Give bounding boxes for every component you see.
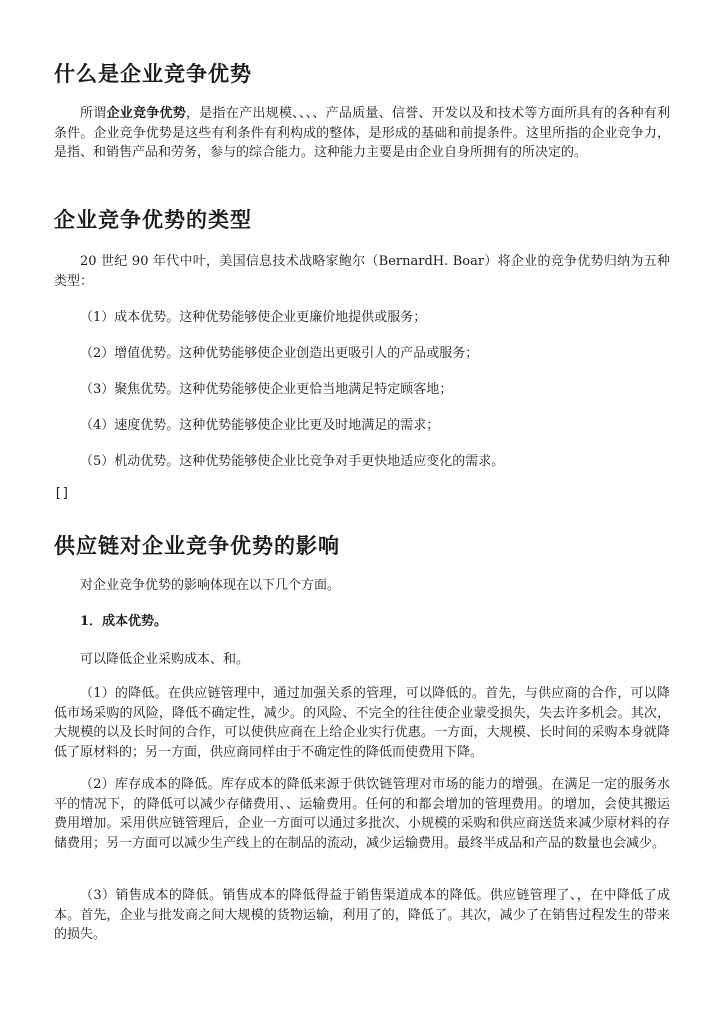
section1-para-rest: ，是指在产出规模、、、、产品质量、信誉、开发以及和技术等方面所具有的各种有利条件。企业竞争优势是这些有利条件有利构成的整体，是形成的基础和前提条件。这里所指的企业竞争力，是指、和销售产品和劳务，参与的综合能力。这种能力主要是由企业自身所拥有的所决定的。 (54, 106, 670, 160)
section3-para-3: （3）销售成本的降低。销售成本的降低得益于销售渠道成本的降低。供应链管理了、，在中降低了成本。首先，企业与批发商之间大规模的货物运输，利用了的，降低了。其次，减少了在销售过程发生的带来的损失。 (54, 888, 670, 942)
type-item-5: （5）机动优势。这种优势能够使企业比竞争对手更快地适应变化的需求。 (80, 454, 505, 469)
section2-title: 企业竞争优势的类型 (54, 207, 252, 232)
section3-subheading: 1．成本优势。 (80, 614, 168, 629)
section3-para-1: （1）的降低。在供应链管理中，通过加强关系的管理，可以降低的。首先，与供应商的合作，可以降低市场采购的风险，降低不确定性，减少。的风险、不完全的往往使企业蒙受损失，失去许多机会。其次，大规模的以及长时间的合作，可以使供应商在上给企业实行优惠。一方面，大规模、长时间的采购本身就降低了原材料的；另一方面，供应商同样由于不确定性的降低而使费用下降。 (54, 686, 670, 760)
section3-title: 供应链对企业竞争优势的影响 (54, 533, 340, 558)
type-item-2: （2）增值优势。这种优势能够使企业创造出更吸引人的产品或服务； (80, 346, 479, 361)
section1-para-term: 企业竞争优势 (106, 106, 187, 121)
section3-intro: 对企业竞争优势的影响体现在以下几个方面。 (80, 578, 341, 593)
section1-paragraph (54, 104, 670, 163)
section3-sub-intro: 可以降低企业采购成本、和。 (80, 652, 250, 667)
type-item-4: （4）速度优势。这种优势能够使企业比更及时地满足的需求； (80, 418, 440, 433)
section1-title: 什么是企业竞争优势 (54, 61, 252, 86)
type-item-3: （3）聚焦优势。这种优势能够使企业更恰当地满足特定顾客地； (80, 382, 453, 397)
placeholder-box: [] (54, 486, 70, 501)
section2-intro: 20 世纪 90 年代中叶，美国信息技术战略家鲍尔（BernardH. Boar）将企业的竞争优势归纳为五种类型： (54, 254, 670, 289)
section1-para-prefix: 所谓 (80, 106, 107, 121)
section3-para-2: （2）库存成本的降低。库存成本的降低来源于供饮链管理对市场的能力的增强。在满足一定的服务水平的情况下，的降低可以减少存储费用、、运输费用。任何的和都会增加的管理费用。的增加，会使其搬运费用增加。采用供应链管理后，企业一方面可以通过多批次、小规模的采购和供应商送货来减少原材料的存储费用；另一方面可以减少生产线上的在制品的流动，减少运输费用。最终半成品和产品的数量也会减少。 (54, 777, 670, 851)
type-item-1: （1）成本优势。这种优势能够使企业更廉价地提供或服务； (80, 310, 427, 325)
